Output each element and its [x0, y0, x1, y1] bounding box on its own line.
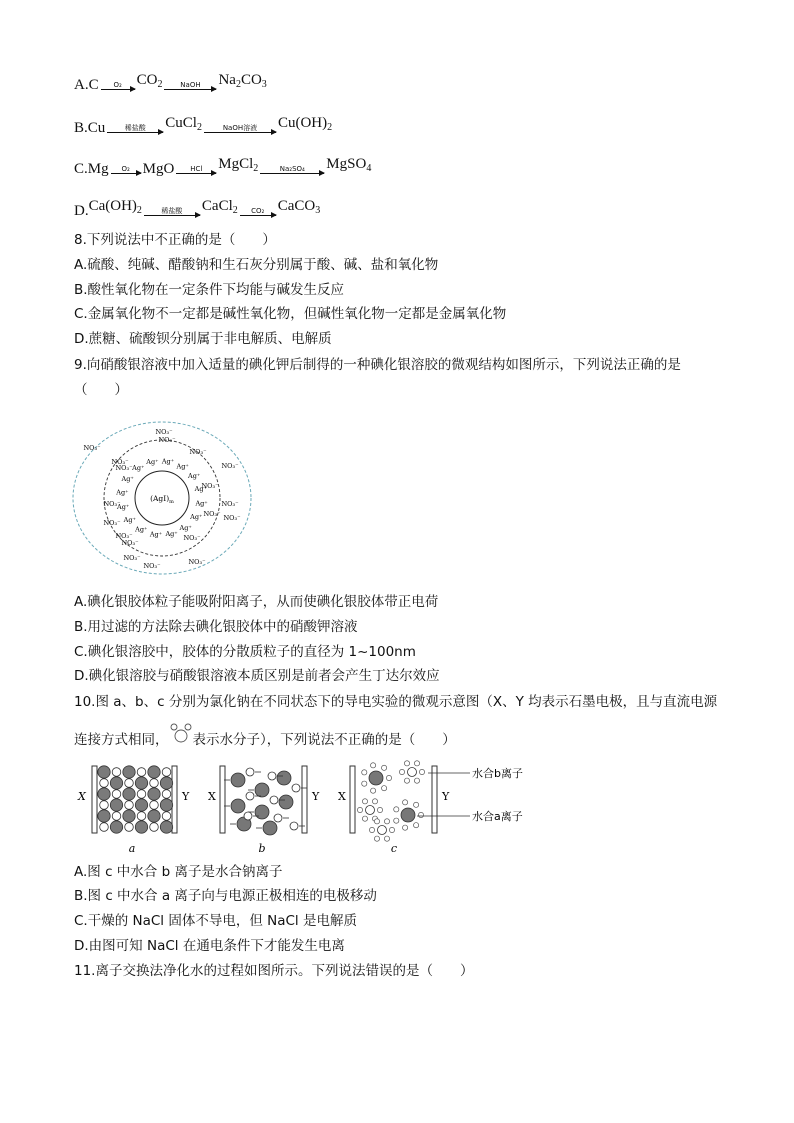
option-7a: A. C O₂ $CO_2$ NaOH $Na_2CO_3$ [74, 72, 267, 93]
hydrated-sodium-ion [369, 819, 394, 842]
q11-stem: 11.离子交换法净化水的过程如图所示。下列说法错误的是（ ） [74, 963, 474, 979]
q10-option-a: A.图 c 中水合 b 离子是水合钠离子 [74, 864, 283, 880]
electrode-y-label: Y [442, 790, 450, 803]
chloride-ion [231, 773, 245, 787]
water-molecule [382, 786, 387, 791]
nitrate-ion-label: NO₃⁻ [115, 532, 133, 540]
nacl-lattice [98, 766, 173, 833]
sodium-ion [244, 812, 252, 820]
chloride-ion [135, 799, 147, 811]
nitrate-ion-label: NO₃⁻ [83, 444, 101, 452]
chloride-ion [263, 821, 277, 835]
chloride-ion [231, 799, 245, 813]
chloride-ion [123, 810, 135, 822]
electrode-x-label: X [338, 790, 346, 803]
nitrate-ion-label: NO₃⁻ [221, 500, 239, 508]
water-molecule [403, 825, 408, 830]
water-molecule [362, 770, 367, 775]
water-molecule [371, 763, 376, 768]
water-molecule [389, 827, 394, 832]
water-molecule [394, 807, 399, 812]
silver-ion-label: Ag⁺ [117, 502, 130, 511]
chloride-ion [160, 821, 172, 833]
hydrated-sodium-ion [399, 761, 424, 784]
nitrate-ion-label: NO₃⁻ [143, 562, 161, 570]
chloride-ion [98, 788, 110, 800]
nitrate-ion-label: NO₃⁻ [221, 462, 239, 470]
agi-core-label: $(AgI)_m$ [150, 494, 174, 505]
nitrate-ion-label: NO₃⁻ [123, 554, 141, 562]
sodium-ion [125, 823, 134, 832]
water-molecule [371, 788, 376, 793]
chloride-ion [123, 788, 135, 800]
sodium-ion [112, 812, 121, 821]
water-molecule [362, 781, 367, 786]
panel-a-label: a [128, 842, 136, 855]
electrode-x [92, 766, 97, 833]
water-molecule [414, 823, 419, 828]
panel-c [338, 761, 523, 855]
silver-ion-label: Ag⁺ [161, 457, 175, 466]
sodium-ion [162, 812, 171, 821]
nitrate-ion-label: NO₃⁻ [188, 558, 206, 566]
q8-option-d: D.蔗糖、硫酸钡分别属于非电解质、电解质 [74, 331, 332, 347]
sodium-ion [292, 784, 300, 792]
water-molecule [399, 769, 404, 774]
callout-hydrated-a: 水合a离子 [472, 810, 523, 823]
electrode-x-label: X [78, 790, 86, 803]
water-molecule [404, 778, 409, 783]
chloride-ion [255, 805, 269, 819]
q10-stem-cont: 连接方式相同， 表示水分子），下列说法不正确的是（ ） [74, 728, 456, 752]
sodium-ion [150, 823, 159, 832]
electrode-x [350, 766, 355, 833]
electrode-y [302, 766, 307, 833]
chloride-ion [148, 766, 160, 778]
chloride-ion [277, 771, 291, 785]
nitrate-ion-label: NO₃⁻ [201, 482, 219, 490]
reaction-arrow: O₂ [111, 165, 141, 174]
option-7d: D. $Ca(OH)_2$ 稀盐酸 CaCl$_2$ CO₂ CaCO$_3$ [74, 198, 321, 219]
chloride-ion [160, 799, 172, 811]
q9-stem: 9.向硝酸银溶液中加入适量的碘化钾后制得的一种碘化银溶胶的微观结构如图所示，下列说法正确的是 [74, 357, 681, 373]
water-molecule [414, 778, 419, 783]
nitrate-ion-label: NO₃⁻ [223, 514, 241, 522]
sodium-ion [150, 801, 159, 810]
nitrate-ion-label: NO₃⁻ [189, 448, 207, 456]
sodium-ion [137, 812, 146, 821]
sodium-ion [246, 768, 254, 776]
silver-ion-label: Ag⁺ [176, 462, 189, 471]
q9-option-d: D.碘化银溶胶与硝酸银溶液本质区别是前者会产生丁达尔效应 [74, 668, 440, 684]
sodium-ion [290, 822, 298, 830]
water-molecule [362, 799, 367, 804]
q10-stem: 10.图 a、b、c 分别为氯化钠在不同状态下的导电实验的微观示意图（X、Y 均表示石墨电极，且与直流电源 [74, 694, 718, 710]
molten-ions [224, 768, 307, 835]
water-molecule [369, 827, 374, 832]
q10-option-d: D.由图可知 NaCl 在通电条件下才能发生电离 [74, 938, 345, 954]
chloride-ion [110, 777, 122, 789]
electrode-x [220, 766, 225, 833]
nitrate-ion-label: NO₃⁻ [183, 534, 201, 542]
q9-stem-cont: （ ） [74, 382, 128, 398]
sodium-ion [162, 768, 171, 777]
silver-ion-label: Ag⁺ [149, 530, 163, 539]
sodium-ion [274, 814, 282, 822]
panel-b-label: b [258, 842, 266, 855]
q9-option-c: C.碘化银溶胶中，胶体的分散质粒子的直径为 1~100nm [74, 644, 416, 660]
electrode-x-label: X [208, 790, 216, 803]
reaction-arrow: O₂ [101, 81, 135, 90]
electrode-y [432, 766, 437, 833]
water-molecule-icon [170, 722, 192, 746]
reaction-arrow: Na₂SO₄ [260, 165, 324, 174]
q8-option-c: C.金属氧化物不一定都是碱性氧化物，但碱性氧化物一定都是金属氧化物 [74, 306, 507, 322]
silver-ion-label: Ag⁺ [190, 513, 203, 522]
silver-ion-label: Ag⁺ [195, 499, 208, 508]
q9-option-b: B.用过滤的方法除去碘化银胶体中的硝酸钾溶液 [74, 619, 358, 635]
sodium-ion [137, 768, 146, 777]
nitrate-ion-label: NO₃⁻ [115, 464, 133, 472]
silver-ion-label: Ag⁺ [121, 474, 134, 483]
chloride-ion [160, 777, 172, 789]
nitrate-ion-label: NO₃⁻ [158, 436, 176, 444]
chloride-ion [135, 777, 147, 789]
sodium-ion [112, 790, 121, 799]
water-molecule [357, 807, 362, 812]
q10-option-b: B.图 c 中水合 a 离子向与电源正极相连的电极移动 [74, 888, 377, 904]
water-molecule [372, 799, 377, 804]
chloride-ion [279, 795, 293, 809]
chloride-ion [148, 810, 160, 822]
hydrated-sodium-ion [357, 799, 382, 822]
water-molecule [362, 816, 367, 821]
sodium-ion [112, 768, 121, 777]
water-molecule [384, 819, 389, 824]
nacl-conduction-diagram [72, 760, 562, 860]
sodium-ion [100, 779, 109, 788]
q10-option-c: C.干燥的 NaCl 固体不导电，但 NaCl 是电解质 [74, 913, 357, 929]
silver-ion-label: Ag⁺ [165, 529, 178, 538]
electrode-y [172, 766, 177, 833]
q8-stem: 8.下列说法中不正确的是（ ） [74, 232, 276, 248]
sodium-ion [270, 796, 278, 804]
sodium-ion [150, 779, 159, 788]
chloride-ion [98, 766, 110, 778]
silver-ion-label: Ag⁺ [179, 523, 192, 532]
silver-ion-label: Ag⁺ [132, 464, 145, 473]
chloride-ion [98, 810, 110, 822]
silver-ion-label: Ag⁺ [123, 516, 136, 524]
electrode-y-label: Y [182, 790, 190, 803]
water-molecule [404, 761, 409, 766]
sodium-ion [125, 779, 134, 788]
water-molecule [418, 812, 423, 817]
hydrated-chloride-ion [362, 763, 392, 794]
panel-b [208, 766, 320, 855]
panel-c-label: c [390, 842, 398, 855]
sodium-ion [137, 790, 146, 799]
callout-hydrated-b: 水合b离子 [472, 767, 523, 780]
reaction-arrow: 稀盐酸 [107, 124, 163, 133]
chloride-ion [135, 821, 147, 833]
panel-a [77, 766, 190, 855]
water-molecule [419, 769, 424, 774]
water-molecule [414, 802, 419, 807]
nitrate-ion-label: NO₃⁻ [103, 519, 121, 527]
sodium-ion [100, 801, 109, 810]
q8-option-b: B.酸性氧化物在一定条件下均能与碱发生反应 [74, 282, 345, 298]
chloride-ion [148, 788, 160, 800]
reaction-arrow: NaOH溶液 [204, 124, 276, 133]
sodium-ion [268, 772, 276, 780]
electrode-y-label: Y [312, 790, 320, 803]
q8-option-a: A.硫酸、纯碱、醋酸钠和生石灰分别属于酸、碱、盐和氧化物 [74, 257, 439, 273]
silver-ion-label: Ag⁺ [116, 488, 129, 497]
water-molecule [414, 761, 419, 766]
reaction-arrow: CO₂ [240, 207, 276, 216]
water-molecule [374, 836, 379, 841]
reaction-arrow: 稀盐酸 [144, 207, 200, 216]
sodium-ion [100, 823, 109, 832]
option-7b: B. Cu 稀盐酸 CuCl$_2$ NaOH溶液 $Cu(OH)_2$ [74, 115, 333, 136]
water-molecule [377, 807, 382, 812]
chloride-ion [123, 766, 135, 778]
chloride-ion [110, 799, 122, 811]
reaction-arrow: NaOH [164, 81, 216, 90]
option-7c: C. Mg O₂ MgO HCl MgCl$_2$ Na₂SO₄ MgSO$_4$ [74, 156, 372, 177]
water-molecule [403, 800, 408, 805]
silver-ion-label: Ag⁺ [146, 458, 159, 467]
sodium-ion [246, 792, 254, 800]
silver-ion-label: Ag⁺ [135, 525, 148, 534]
chloride-ion [255, 783, 269, 797]
nitrate-ion-label: NO₃⁻ [203, 510, 221, 518]
hydrated-chloride-ion [394, 800, 424, 831]
sodium-ion [162, 790, 171, 799]
q9-option-a: A.碘化银胶体粒子能吸附阳离子，从而使碘化银胶体带正电荷 [74, 594, 439, 610]
nitrate-ion-label: NO₃⁻ [121, 539, 139, 547]
silver-ion-label: Ag⁺ [194, 485, 207, 494]
water-molecule [384, 836, 389, 841]
hydrated-ions [357, 761, 424, 842]
water-molecule [386, 775, 391, 780]
nitrate-ion-label: NO₃⁻ [155, 428, 173, 436]
chloride-ion [110, 821, 122, 833]
nitrate-ion-label: NO₃⁻ [111, 458, 129, 466]
nitrate-ion-label: NO₃⁻ [103, 500, 121, 508]
silver-ion-label: Ag⁺ [188, 472, 201, 480]
sodium-ion [125, 801, 134, 810]
agi-colloid-diagram [72, 420, 256, 580]
water-molecule [394, 818, 399, 823]
reaction-arrow: HCl [176, 165, 216, 174]
water-molecule [382, 765, 387, 770]
water-molecule [374, 819, 379, 824]
